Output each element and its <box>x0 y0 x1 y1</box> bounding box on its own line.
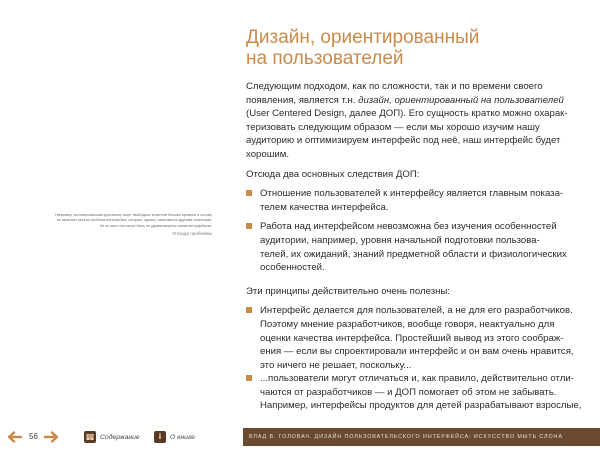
intro-line: аудиторию и оптимизируем интерфейс под неё, наш интерфейс будет <box>246 135 561 147</box>
list-item-line: Отношение пользователей к интерфейсу является главным показа- <box>260 188 564 200</box>
intro-paragraph <box>246 80 568 162</box>
intro-line-part: появления, является т.н. <box>246 94 359 106</box>
next-page-arrow-icon[interactable] <box>44 431 60 443</box>
list-item <box>246 187 568 214</box>
info-icon: i <box>154 431 166 443</box>
contents-label: Содержание <box>100 433 140 441</box>
list-item <box>246 304 574 372</box>
margin-note-reference: Отсюда проблемы <box>172 231 212 237</box>
list-item-line: чаются от разработчиков — и ДОП помогает об этом не забывать. <box>260 386 557 398</box>
contents-book-icon <box>84 431 96 443</box>
page-number: 56 <box>29 432 38 441</box>
list-item-line: телем качества интерфейса. <box>260 201 389 213</box>
list-item <box>246 220 568 274</box>
intro-line: Следующим подходом, как по сложности, так и по времени своего <box>246 81 543 92</box>
margin-note <box>20 213 212 237</box>
running-head-bar <box>243 428 600 446</box>
list-item-line: Например, интерфейсы продуктов для детей разрабатывают взрослые, <box>260 400 582 412</box>
consequences-label: Отсюда два основных следствия ДОП: <box>246 168 420 180</box>
list-item <box>246 372 582 413</box>
intro-line <box>246 94 568 108</box>
margin-note-line: Из-за этого они могут быть не удовлетворены таким интерфейсом. <box>99 223 212 228</box>
contents-button[interactable] <box>84 430 140 444</box>
bullet-square-icon <box>246 223 252 229</box>
main-text <box>246 80 582 413</box>
about-book-button[interactable] <box>154 430 195 444</box>
bullet-square-icon <box>246 375 252 381</box>
list-item-line: телей, их ожиданий, знаний предметной области и физиологических <box>260 248 567 260</box>
heading-line-1: Дизайн, ориентированный <box>246 27 480 48</box>
section-heading <box>246 27 576 69</box>
list-item-line: Поэтому мнение разработчиков, вообще говоря, неактуально для <box>260 318 555 330</box>
intro-line: (User Centered Design, далее ДОП). Его сущность кратко можно охарак- <box>246 108 568 120</box>
margin-note-line: Например, мотивированный фрилансер ищет свободных клиентов больше времени и потому <box>55 213 212 217</box>
principles-label: Эти принципы действительно очень полезны: <box>246 285 450 297</box>
term-emphasis: дизайн, ориентированный на пользователей <box>358 94 564 106</box>
intro-line: хорошим. <box>246 148 290 160</box>
bullet-square-icon <box>246 307 252 313</box>
list-item-line: аудитории, например, уровня начальной подготовки пользова- <box>260 234 540 246</box>
list-item-line: Интерфейс делается для пользователей, а не для его разработчиков. <box>260 305 573 317</box>
list-item-line: ...пользователи могут отличаться и, как правило, действительно отли- <box>260 373 574 385</box>
list-item-line: Работа над интерфейсом невозможна без изучения особенностей <box>260 221 557 233</box>
bullet-square-icon <box>246 190 252 196</box>
footer-navigation <box>0 430 242 444</box>
list-item-line: особенностей. <box>260 262 325 274</box>
running-head: ВЛАД В. ГОЛОВАЧ. ДИЗАЙН ПОЛЬЗОВАТЕЛЬСКОГО ИНТЕРФЕЙСА: ИСКУССТВО МЫТЬ СЛОНА <box>249 434 563 440</box>
list-item-line: оценки качества интерфейса. Простейший вывод из этого соображ- <box>260 332 564 344</box>
margin-note-line: не замечает многих проблем интерфейса, которые, однако, замечаются другими клиентами. <box>56 218 212 223</box>
intro-line: теризовать следующим образом — если мы хорошо изучим нашу <box>246 121 540 133</box>
previous-page-arrow-icon[interactable] <box>6 431 22 443</box>
list-item-line: ения — если вы спроектировали интерфейс и он вам очень нравится, <box>260 346 574 358</box>
heading-line-2: на пользователей <box>246 48 404 69</box>
page-footer <box>0 424 600 450</box>
about-book-label: О книге <box>170 433 195 441</box>
list-item-line: это ничего не решает, поскольку... <box>260 359 412 371</box>
